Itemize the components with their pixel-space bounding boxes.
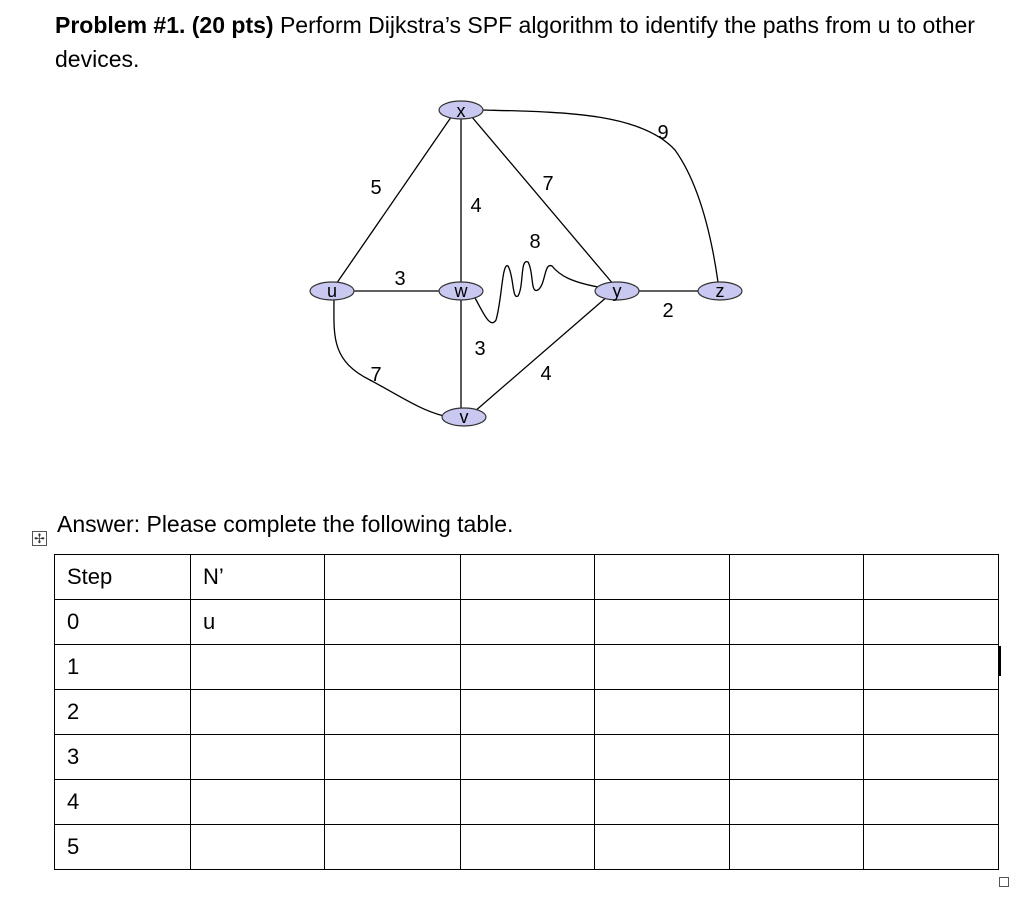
problem-text: Perform Dijkstra’s SPF algorithm to identify the paths from u to other devices. xyxy=(55,12,975,72)
table-cell[interactable] xyxy=(461,645,595,690)
node-y-label: y xyxy=(612,281,622,301)
node-v xyxy=(442,407,486,427)
node-x xyxy=(439,101,483,121)
table-cell[interactable] xyxy=(864,825,999,870)
table-cell[interactable] xyxy=(595,690,730,735)
table-cell[interactable] xyxy=(191,780,325,825)
table-cell[interactable] xyxy=(191,645,325,690)
table-cell[interactable]: 2 xyxy=(55,690,191,735)
edge-x-z xyxy=(482,110,718,282)
dijkstra-table xyxy=(54,554,999,870)
problem-lead: Problem #1. (20 pts) xyxy=(55,12,274,38)
node-x-label: x xyxy=(456,101,466,121)
table-cell[interactable] xyxy=(461,600,595,645)
table-cell[interactable] xyxy=(461,690,595,735)
table-resize-handle-icon[interactable] xyxy=(999,877,1009,887)
table-cell[interactable] xyxy=(730,825,864,870)
table-row xyxy=(55,690,999,735)
cost-y-z: 2 xyxy=(662,300,674,322)
answer-prompt: Answer: Please complete the following table. xyxy=(57,511,514,537)
table-row xyxy=(55,780,999,825)
table-cell[interactable] xyxy=(730,600,864,645)
table-cell[interactable] xyxy=(864,645,999,690)
table-cell[interactable] xyxy=(191,735,325,780)
table-cell[interactable] xyxy=(864,780,999,825)
cost-w-y: 8 xyxy=(529,231,541,253)
header-cell[interactable] xyxy=(864,555,999,600)
table-cell[interactable] xyxy=(730,645,864,690)
edge-w-y xyxy=(475,262,598,323)
cost-x-w: 4 xyxy=(470,195,482,217)
node-u-label: u xyxy=(326,281,338,301)
cost-v-y: 4 xyxy=(540,363,552,385)
table-cell[interactable] xyxy=(191,825,325,870)
header-cell[interactable]: N’ xyxy=(191,555,325,600)
table-row xyxy=(55,735,999,780)
table-cell[interactable] xyxy=(864,735,999,780)
table-cell[interactable] xyxy=(595,600,730,645)
table-row xyxy=(55,825,999,870)
node-w xyxy=(439,281,483,301)
cost-w-v: 3 xyxy=(474,338,486,360)
header-cell[interactable]: Step xyxy=(55,555,191,600)
table-cell[interactable] xyxy=(191,690,325,735)
table-cell[interactable] xyxy=(325,600,461,645)
header-cell[interactable] xyxy=(595,555,730,600)
header-cell[interactable] xyxy=(730,555,864,600)
table-cell[interactable] xyxy=(325,825,461,870)
cost-u-v: 7 xyxy=(370,364,382,386)
table-cell[interactable] xyxy=(864,600,999,645)
table-cell[interactable] xyxy=(325,690,461,735)
table-cell[interactable] xyxy=(461,825,595,870)
table-cell[interactable] xyxy=(864,690,999,735)
node-w-label: w xyxy=(454,281,468,301)
table-cell[interactable] xyxy=(595,735,730,780)
table-cell[interactable]: u xyxy=(191,600,325,645)
table-cell[interactable] xyxy=(595,645,730,690)
table-move-handle-icon[interactable]: ✢ xyxy=(32,531,47,546)
table-cell[interactable]: 5 xyxy=(55,825,191,870)
cost-u-x: 5 xyxy=(370,177,382,199)
table-cell[interactable] xyxy=(325,780,461,825)
node-z xyxy=(698,281,742,301)
table-cell[interactable] xyxy=(325,645,461,690)
cost-x-y: 7 xyxy=(542,173,554,195)
cost-u-w: 3 xyxy=(394,268,406,290)
edge-x-y xyxy=(466,110,614,285)
node-y xyxy=(595,281,639,301)
edge-v-y xyxy=(474,296,608,412)
table-row xyxy=(55,645,999,690)
edge-u-x xyxy=(332,110,456,290)
node-v-label: v xyxy=(459,407,469,427)
table-cell[interactable] xyxy=(325,735,461,780)
table-cell[interactable] xyxy=(730,690,864,735)
table-cell[interactable]: 3 xyxy=(55,735,191,780)
table-header-row xyxy=(55,555,999,600)
edge-u-v xyxy=(334,296,444,416)
table-cell[interactable]: 0 xyxy=(55,600,191,645)
table-cell[interactable] xyxy=(730,780,864,825)
table-cell[interactable]: 4 xyxy=(55,780,191,825)
table-cell[interactable] xyxy=(595,780,730,825)
header-cell[interactable] xyxy=(325,555,461,600)
node-z-label: z xyxy=(715,281,725,301)
table-cell[interactable] xyxy=(461,780,595,825)
table-cell[interactable] xyxy=(461,735,595,780)
table-cell[interactable] xyxy=(595,825,730,870)
table-row xyxy=(55,600,999,645)
text-cursor xyxy=(999,646,1001,676)
table-cell[interactable] xyxy=(730,735,864,780)
node-u xyxy=(310,281,354,301)
table-cell[interactable]: 1 xyxy=(55,645,191,690)
cost-x-z: 9 xyxy=(657,122,669,144)
header-cell[interactable] xyxy=(461,555,595,600)
